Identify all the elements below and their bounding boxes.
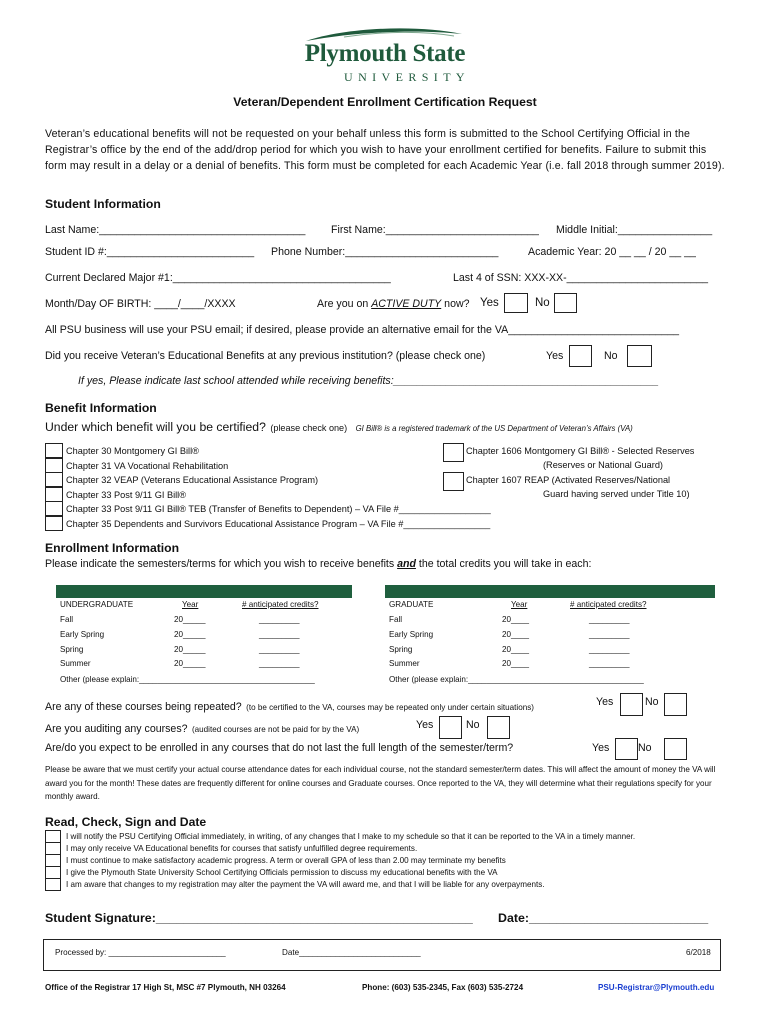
undergrad-summer-credits[interactable]: _________ [259, 659, 300, 668]
student-id-field[interactable]: Student ID #:_________________________ [45, 246, 255, 258]
repeated-no-checkbox[interactable] [664, 693, 687, 716]
active-duty-no-checkbox[interactable] [554, 293, 577, 313]
undergrad-fall-year[interactable]: 20_____ [174, 615, 206, 624]
chapter-30-checkbox[interactable] [45, 443, 63, 458]
benefit-question-text: Under which benefit will you be certified? [45, 420, 266, 434]
benefit-info-heading: Benefit Information [45, 401, 157, 415]
grad-year-header: Year [511, 600, 528, 609]
undergrad-early-spring-year[interactable]: 20_____ [174, 630, 206, 639]
sign-heading: Read, Check, Sign and Date [45, 815, 207, 829]
alternative-email-field[interactable]: All PSU business will use your PSU email; if desired, please provide an alternative email for the VA_____________________________ [45, 324, 680, 336]
processed-date-field[interactable]: Date___________________________ [282, 948, 421, 957]
undergrad-header: UNDERGRADUATE [60, 600, 134, 609]
auditing-question-note: (audited courses are not be paid for by the VA) [191, 725, 360, 734]
enrollment-instructions [45, 558, 591, 570]
grad-early-spring-year[interactable]: 20____ [502, 630, 530, 639]
active-duty-pre: Are you on [317, 298, 372, 310]
enrollment-instructions-post: the total credits you will take in each: [415, 558, 592, 570]
grad-fall-credits[interactable]: _________ [589, 615, 630, 624]
undergrad-early-spring-credits[interactable]: _________ [259, 630, 300, 639]
grad-summer-year[interactable]: 20____ [502, 659, 530, 668]
undergrad-summer-label: Summer [60, 659, 91, 668]
benefit-question-note: (please check one) [270, 423, 348, 433]
chapter-31-checkbox[interactable] [45, 458, 63, 473]
grad-early-spring-label: Early Spring [389, 630, 434, 639]
undergrad-fall-label: Fall [60, 615, 74, 624]
student-info-heading: Student Information [45, 197, 161, 211]
chapter-1606-label: Chapter 1606 Montgomery GI Bill® - Selected Reserves [466, 446, 695, 456]
enrollment-heading: Enrollment Information [45, 541, 180, 555]
footer-email-link[interactable]: PSU-Registrar@Plymouth.edu [598, 983, 715, 992]
chapter-1607-sub: Guard having served under Title 10) [543, 489, 690, 499]
grad-spring-credits[interactable]: _________ [589, 645, 630, 654]
form-title: Veteran/Dependent Enrollment Certification Request [233, 95, 537, 109]
grad-fall-label: Fall [389, 615, 403, 624]
acknowledge-1-label: I will notify the PSU Certifying Official immediately, in writing, of any changes that I make to my schedule so that it can be reported to the VA in a timely manner. [66, 832, 636, 841]
university-logo [290, 26, 480, 82]
repeated-question [45, 697, 534, 715]
previous-benefits-yes-checkbox[interactable] [569, 345, 592, 367]
grad-fall-year[interactable]: 20____ [502, 615, 530, 624]
chapter-33-teb-checkbox[interactable] [45, 501, 63, 516]
previous-benefits-no-label: No [604, 350, 618, 362]
form-version: 6/2018 [686, 948, 711, 957]
undergrad-fall-credits[interactable]: _________ [259, 615, 300, 624]
acknowledge-4-label: I give the Plymouth State University School Certifying Officials permission to discuss my educational benefits with the VA [66, 868, 498, 878]
auditing-question-text: Are you auditing any courses? [45, 723, 188, 735]
auditing-yes-checkbox[interactable] [439, 716, 462, 739]
chapter-1607-checkbox[interactable] [443, 472, 464, 491]
undergrad-spring-credits[interactable]: _________ [259, 645, 300, 654]
repeated-question-text: Are any of these courses being repeated? [45, 701, 242, 713]
grad-spring-label: Spring [389, 645, 413, 654]
footer-address: Office of the Registrar 17 High St, MSC #7 Plymouth, NH 03264 [45, 983, 286, 992]
last-name-field[interactable]: Last Name:___________________________________ [45, 224, 306, 236]
previous-benefits-yes-label: Yes [546, 350, 564, 362]
full-length-yes-checkbox[interactable] [615, 738, 638, 760]
repeated-yes-label: Yes [596, 696, 614, 708]
first-name-field[interactable]: First Name:__________________________ [331, 224, 539, 236]
chapter-35-checkbox[interactable] [45, 516, 63, 531]
undergrad-header-bar [56, 585, 352, 598]
chapter-1607-label: Chapter 1607 REAP (Activated Reserves/National [466, 475, 671, 485]
acknowledge-5-checkbox[interactable] [45, 878, 61, 891]
academic-year-field[interactable]: Academic Year: 20 __ __ / 20 __ __ [528, 246, 696, 258]
active-duty-emphasis: ACTIVE DUTY [371, 298, 442, 310]
chapter-32-label: Chapter 32 VEAP (Veterans Educational Assistance Program) [66, 475, 319, 485]
acknowledgement-list [66, 831, 635, 891]
logo-university: UNIVERSITY [344, 70, 470, 84]
full-length-no-label: No [638, 742, 652, 754]
middle-initial-field[interactable]: Middle Initial:________________ [556, 224, 713, 236]
undergrad-year-header: Year [182, 600, 199, 609]
full-length-question: Are/do you expect to be enrolled in any courses that do not last the full length of the semester/term? [45, 742, 514, 754]
grad-spring-year[interactable]: 20____ [502, 645, 530, 654]
repeated-no-label: No [645, 696, 659, 708]
logo-name: Plymouth State [304, 40, 466, 67]
acknowledge-3-label: I must continue to make satisfactory academic progress. A term or overall GPA of less than 2.00 may terminate my benefits [66, 856, 506, 866]
undergrad-spring-year[interactable]: 20_____ [174, 645, 206, 654]
grad-summer-label: Summer [389, 659, 420, 668]
major-field[interactable]: Current Declared Major #1:_____________________________________ [45, 272, 391, 284]
undergrad-early-spring-label: Early Spring [60, 630, 105, 639]
active-duty-post: now? [441, 298, 470, 310]
trademark-note: GI Bill® is a registered trademark of the US Department of Veteran’s Affairs (VA) [355, 424, 633, 433]
signature-date-field[interactable]: Date:__________________________ [498, 911, 709, 925]
chapter-30-label: Chapter 30 Montgomery GI Bill® [66, 446, 199, 456]
chapter-1606-sub: (Reserves or National Guard) [543, 460, 663, 470]
footer-phone: Phone: (603) 535-2345, Fax (603) 535-2724 [362, 983, 524, 992]
intro-paragraph: Veteran’s educational benefits will not be requested on your behalf unless this form is submitted to the School Certifying Official in the Registrar’s office by the end of the add/drop period for which you wish to have your enrollment certified for benefits. Failure to submit this form may result in a delay or a denial of benefits. This form must be completed for each Academic Year (i.e. fall 2018 through summer 2019). [45, 128, 725, 172]
phone-field[interactable]: Phone Number:__________________________ [271, 246, 499, 258]
active-duty-no-label: No [535, 297, 550, 309]
undergrad-credits-header: # anticipated credits? [242, 600, 319, 609]
ssn-field[interactable]: Last 4 of SSN: XXX-XX-________________________ [453, 272, 709, 284]
grad-header: GRADUATE [389, 600, 434, 609]
last-school-field[interactable]: If yes, Please indicate last school attended while receiving benefits:_____________________________________________ [78, 375, 659, 387]
chapter-32-checkbox[interactable] [45, 472, 63, 487]
previous-benefits-no-checkbox[interactable] [627, 345, 652, 367]
chapter-1606-checkbox[interactable] [443, 443, 464, 462]
acknowledge-2-label: I may only receive VA Educational benefits for courses that satisfy unfulfilled degree requirements. [66, 844, 418, 854]
chapter-33-checkbox[interactable] [45, 487, 63, 502]
chapter-33-teb-label: Chapter 33 Post 9/11 GI Bill® TEB (Transfer of Benefits to Dependent) – VA File #__________________ [66, 504, 491, 514]
active-duty-yes-label: Yes [480, 297, 499, 309]
chapter-33-label: Chapter 33 Post 9/11 GI Bill® [66, 489, 186, 500]
grad-summer-credits[interactable]: _________ [589, 659, 630, 668]
full-length-no-checkbox[interactable] [664, 738, 687, 760]
active-duty-yes-checkbox[interactable] [504, 293, 528, 313]
benefit-question [45, 418, 633, 436]
grad-header-bar [385, 585, 715, 598]
undergrad-spring-label: Spring [60, 645, 84, 654]
grad-early-spring-credits[interactable]: _________ [589, 630, 630, 639]
active-duty-question [317, 298, 470, 310]
previous-benefits-question: Did you receive Veteran’s Educational Benefits at any previous institution? (please check one) [45, 350, 486, 362]
chapter-31-label: Chapter 31 VA Vocational Rehabilitation [66, 460, 229, 471]
attendance-notice: Please be aware that we must certify your actual course attendance dates for each individual course, not the standard semester/term dates. This will affect the amount of money the VA will award you for the month! These dates are frequently different for online courses and Graduate courses. Once reported to the VA, they will determine what their regulations specify for your monthly award. [45, 765, 716, 802]
repeated-yes-checkbox[interactable] [620, 693, 643, 716]
dob-field[interactable]: Month/Day OF BIRTH: ____/____/XXXX [45, 298, 236, 310]
full-length-yes-label: Yes [592, 742, 610, 754]
auditing-no-label: No [466, 719, 480, 731]
grad-credits-header: # anticipated credits? [570, 600, 647, 609]
repeated-question-note: (to be certified to the VA, courses may be repeated only under certain situations) [246, 703, 534, 712]
processed-by-field[interactable]: Processed by: __________________________ [55, 948, 226, 957]
undergrad-other-field[interactable]: Other (please explain:_______________________________________ [60, 675, 315, 684]
student-signature-field[interactable]: Student Signature:______________________________________________ [45, 911, 473, 925]
auditing-question [45, 719, 359, 737]
chapter-35-label: Chapter 35 Dependents and Survivors Educational Assistance Program – VA File #_________________ [66, 518, 491, 529]
grad-other-field[interactable]: Other (please explain:_______________________________________ [389, 675, 644, 684]
auditing-no-checkbox[interactable] [487, 716, 510, 739]
undergrad-summer-year[interactable]: 20_____ [174, 659, 206, 668]
auditing-yes-label: Yes [416, 719, 434, 731]
chapter-list-left [66, 444, 491, 531]
enrollment-instructions-pre: Please indicate the semesters/terms for which you wish to receive benefits [45, 558, 398, 570]
enrollment-instructions-emphasis: and [397, 558, 416, 570]
acknowledge-5-label: I am aware that changes to my registration may alter the payment the VA will award me, and that I will be liable for any overpayments. [66, 880, 545, 890]
